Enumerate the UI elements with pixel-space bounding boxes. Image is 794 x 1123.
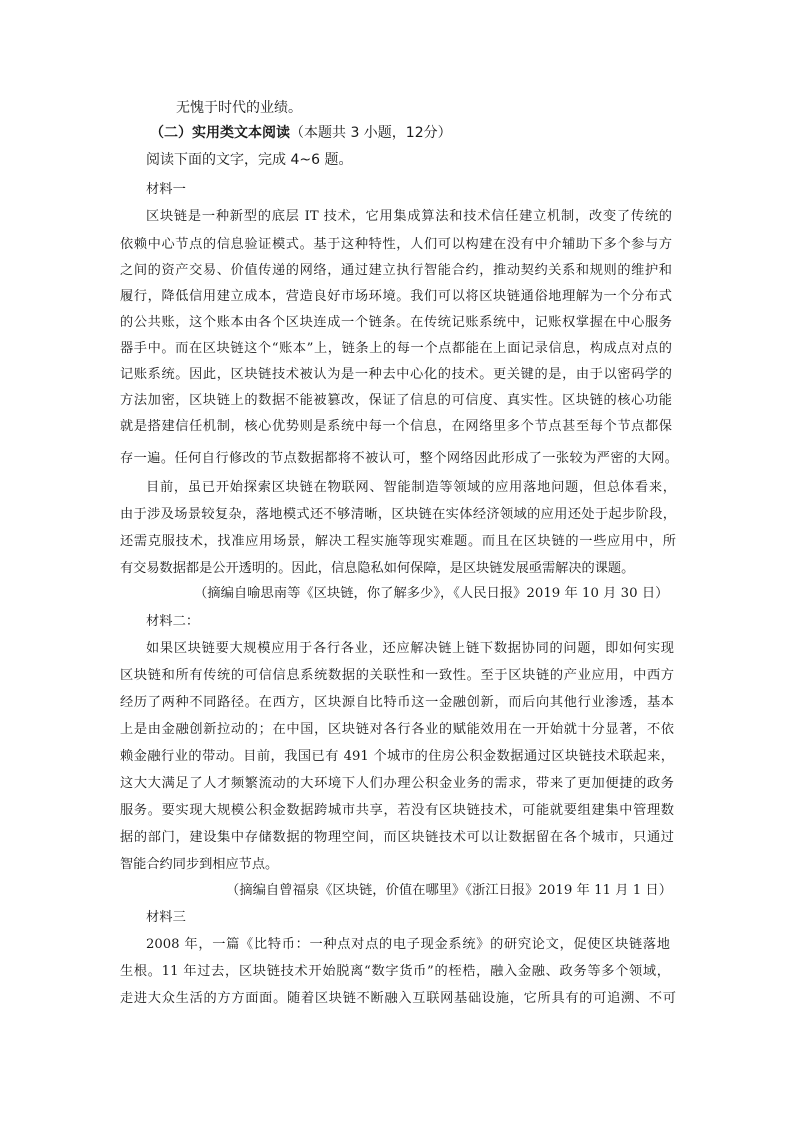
material2-line: 上是由金融创新拉动的；在中国，区块链对各行各业的赋能效用在一开始就十分显著，不依	[120, 722, 674, 737]
material3-line: 2008 年，一篇《比特币：一种点对点的电子现金系统》的研究论文，促使区块链落地	[146, 937, 670, 952]
reading-instruction: 阅读下面的文字，完成 4~6 题。	[146, 152, 353, 168]
material1-line: 器手中。而在区块链这个“账本”上，链条上的每一个点都能在上面记录信息，构成点对点的	[120, 341, 672, 356]
material2-label: 材料二：	[146, 614, 200, 629]
material2-line: 这大大满足了人才频繁流动的大环境下人们办理公积金业务的需求，带来了更加便捷的政务	[120, 776, 674, 791]
material1-line: 之间的资产交易、价值传递的网络，通过建立执行智能合约，推动契约关系和规则的维护和	[120, 263, 672, 278]
material2-line: 智能合约同步到相应节点。	[120, 857, 279, 872]
material1-line: 就是搭建信任机制，核心优势则是系统中每一个信息，在网络里多个节点甚至每个节点都保	[120, 419, 672, 434]
material1-line: 记账系统。因此，区块链技术被认为是一种去中心化的技术。更关键的是，由于以密码学的	[120, 367, 672, 382]
material1-line: 存一遍。任何自行修改的节点数据都将不被认可，整个网络因此形成了一张较为严密的大网。	[120, 451, 678, 466]
material2-line: 经历了两种不同路径。在西方，区块源自比特币这一金融创新，而后向其他行业渗透，基本	[120, 695, 674, 710]
material2-line: 服务。要实现大规模公积金数据跨城市共享，若没有区块链技术，可能就要组建集中管理数	[120, 803, 674, 818]
material1-source: （摘编自喻思南等《区块链，你了解多少》，《人民日报》2019 年 10 月 30 日）	[194, 586, 669, 601]
section-meta: （本题共 3 小题，12分）	[290, 125, 452, 141]
material2-line: 区块链和所有传统的可信信息系统数据的关联性和一致性。至于区块链的产业应用，中西方	[120, 668, 674, 683]
material2-line: 赖金融行业的带动。目前，我国已有 491 个城市的住房公积金数据通过区块链技术联起来，	[120, 749, 674, 764]
material2-source: （摘编自曾福泉《区块链，价值在哪里》《浙江日报》2019 年 11 月 1 日）	[226, 883, 673, 898]
material1-para2-line: 有交易数据都是公开透明的。因此，信息隐私如何保障，是区块链发展亟需解决的课题。	[120, 561, 635, 576]
material1-para2-line: 还需克服技术，找准应用场景，解决工程实施等现实难题。而且在区块链的一些应用中，所	[120, 534, 676, 549]
material1-line: 的公共账，这个账本由各个区块连成一个链条。在传统记账系统中，记账权掌握在中心服务	[120, 315, 672, 330]
section-heading	[150, 124, 452, 143]
material1-para2-line: 目前，虽已开始探索区块链在物联网、智能制造等领域的应用落地问题，但总体看来，	[146, 480, 676, 495]
material3-label: 材料三	[146, 910, 186, 925]
material3-line: 生根。11 年过去，区块链技术开始脱离“数字货币”的桎梏，融入金融、政务等多个领域，	[120, 964, 670, 979]
section-title: （二）实用类文本阅读	[150, 125, 290, 141]
material2-line: 据的部门，建设集中存储数据的物理空间，而区块链技术可以让数据留在各个城市，只通过	[120, 830, 674, 845]
material1-line: 履行，降低信用建立成本，营造良好市场环境。我们可以将区块链通俗地理解为一个分布式	[120, 289, 672, 304]
material1-label: 材料一	[146, 182, 186, 197]
material3-line: 走进大众生活的方方面面。随着区块链不断融入互联网基础设施，它所具有的可追溯、不可	[120, 991, 676, 1006]
material1-line: 依赖中心节点的信息验证模式。基于这种特性，人们可以构建在没有中介辅助下多个参与方	[120, 237, 672, 252]
intro-tail-text: 无愧于时代的业绩。	[176, 100, 302, 116]
material1-line: 区块链是一种新型的底层 IT 技术，它用集成算法和技术信任建立机制，改变了传统的	[146, 209, 672, 224]
material1-line: 方法加密，区块链上的数据不能被篡改，保证了信息的可信度、真实性。区块链的核心功能	[120, 393, 672, 408]
material2-line: 如果区块链要大规模应用于各行各业，还应解决链上链下数据协同的问题，即如何实现	[146, 641, 674, 656]
material1-para2-line: 由于涉及场景较复杂，落地模式还不够清晰，区块链在实体经济领域的应用还处于起步阶段，	[120, 507, 676, 522]
